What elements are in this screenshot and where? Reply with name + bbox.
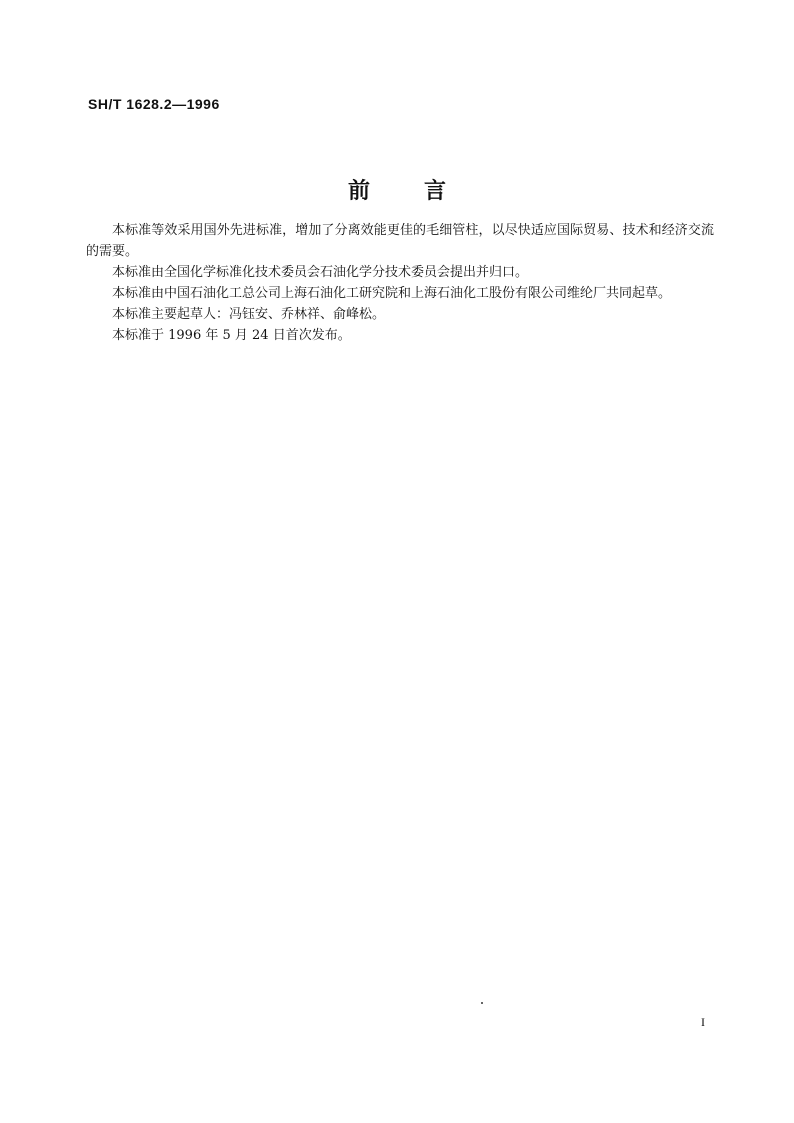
page-number: I	[701, 1015, 705, 1029]
paragraph: 本标准于 1996 年 5 月 24 日首次发布。	[112, 328, 351, 343]
paragraph: 本标准等效采用国外先进标准，增加了分离效能更佳的毛细管柱，以尽快适应国际贸易、技术和经济交流的需要。	[86, 223, 714, 259]
scan-speck	[481, 1002, 483, 1004]
paragraph: 本标准由全国化学标准化技术委员会石油化学分技术委员会提出并归口。	[112, 265, 529, 280]
standard-code: SH/T 1628.2—1996	[88, 96, 220, 112]
document-body	[86, 220, 714, 346]
paragraph: 本标准主要起草人：冯钰安、乔林祥、俞峰松。	[112, 307, 386, 322]
paragraph: 本标准由中国石油化工总公司上海石油化工研究院和上海石油化工股份有限公司维纶厂共同起草。	[112, 286, 672, 301]
page-title: 前言	[347, 179, 500, 204]
